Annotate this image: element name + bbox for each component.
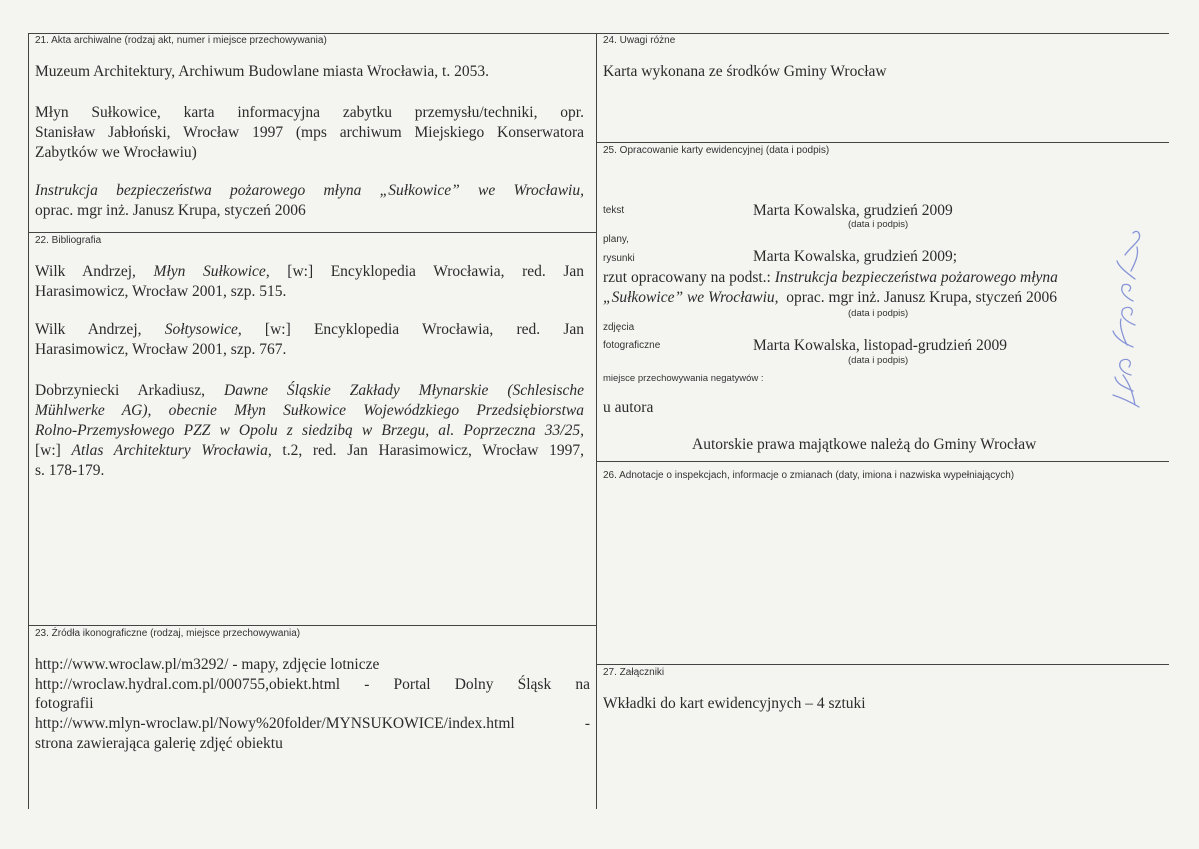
bibliography-entry: Mühlwerke AG), obecnie Młyn Sułkowice Wojewódzkiego Przedsiębiorstwa — [35, 402, 584, 419]
rule-24-25 — [596, 142, 1169, 143]
plany-label: plany, — [603, 234, 629, 245]
section-22-label: 22. Bibliografia — [35, 235, 102, 246]
signature-stroke — [1117, 231, 1140, 279]
fotograficzne-label: fotograficzne — [603, 340, 661, 351]
section-21-line: Muzeum Architektury, Archiwum Budowlane miasta Wrocławia, t. 2053. — [35, 63, 489, 80]
source-line: strona zawierająca galerię zdjęć obiektu — [35, 735, 283, 752]
copyright-note: Autorskie prawa majątkowe należą do Gminy Wrocław — [692, 436, 1037, 453]
bibliography-entry: Rolno-Przemysłowego PZZ w Opolu z siedzibą w Brzegu, al. Poprzeczna 33/25, — [35, 422, 584, 439]
rzut-line: rzut opracowany na podst.: Instrukcja bezpieczeństwa pożarowego młyna — [603, 269, 1058, 286]
zdjecia-label: zdjęcia — [603, 322, 635, 333]
rzut-line: „Sułkowice” we Wrocławiu, oprac. mgr inż. Janusz Krupa, styczeń 2006 — [603, 289, 1058, 306]
source-line: http://wroclaw.hydral.com.pl/000755,obiekt.html - Portal Dolny Śląsk na — [35, 676, 590, 693]
section-25-label: 25. Opracowanie karty ewidencyjnej (data i podpis) — [603, 145, 830, 156]
bibliography-entry: Harasimowicz, Wrocław 2001, szp. 767. — [35, 341, 287, 358]
section-23-label: 23. Źródła ikonograficzne (rodzaj, miejsce przechowywania) — [35, 628, 301, 639]
handwritten-signature — [1105, 225, 1155, 410]
rysunki-value: Marta Kowalska, grudzień 2009; — [753, 248, 958, 265]
section-26-label: 26. Adnotacje o inspekcjach, informacje o zmianach (daty, imiona i nazwiska wypełniających) — [603, 470, 1015, 481]
rule-21-22 — [28, 232, 596, 233]
section-24-text: Karta wykonana ze środków Gminy Wrocław — [603, 63, 887, 80]
tekst-value: Marta Kowalska, grudzień 2009 — [753, 202, 953, 219]
left-border — [28, 33, 29, 809]
rule-26-27 — [596, 664, 1169, 665]
source-line: http://www.mlyn-wroclaw.pl/Nowy%20folder/MYNSUKOWICE/index.html - — [35, 715, 590, 732]
tekst-label: tekst — [603, 205, 625, 216]
negatives-value: u autora — [603, 399, 654, 416]
section-21-line: Instrukcja bezpieczeństwa pożarowego młyna „Sułkowice” we Wrocławiu, — [35, 182, 584, 199]
section-27-text: Wkładki do kart ewidencyjnych – 4 sztuki — [603, 695, 866, 712]
signature-stroke — [1113, 284, 1135, 347]
rule-22-23 — [28, 625, 596, 626]
top-rule — [28, 33, 1169, 34]
rule-25-26 — [596, 461, 1169, 462]
bibliography-entry: s. 178-179. — [35, 462, 105, 479]
section-21-line: Stanisław Jabłoński, Wrocław 1997 (mps archiwum Miejskiego Konserwatora — [35, 124, 584, 141]
bibliography-entry: [w:] Atlas Architektury Wrocławia, t.2, red. Jan Harasimowicz, Wrocław 1997, — [35, 442, 584, 459]
rysunki-label: rysunki — [603, 253, 635, 264]
section-21-line: Młyn Sułkowice, karta informacyjna zabytku przemysłu/techniki, opr. — [35, 104, 584, 121]
section-21-label: 21. Akta archiwalne (rodzaj akt, numer i miejsce przechowywania) — [35, 35, 327, 46]
section-21-line: Zabytków we Wrocławiu) — [35, 144, 197, 161]
date-sign-caption: (data i podpis) — [848, 355, 909, 366]
column-divider — [596, 33, 597, 809]
bibliography-entry: Dobrzyniecki Arkadiusz, Dawne Śląskie Zakłady Młynarskie (Schlesische — [35, 382, 584, 399]
bibliography-entry: Wilk Andrzej, Sołtysowice, [w:] Encyklopedia Wrocławia, red. Jan — [35, 321, 584, 338]
date-sign-caption: (data i podpis) — [848, 308, 909, 319]
signature-stroke — [1113, 359, 1139, 407]
bibliography-entry: Wilk Andrzej, Młyn Sułkowice, [w:] Encyklopedia Wrocławia, red. Jan — [35, 263, 585, 280]
bibliography-entry: Harasimowicz, Wrocław 2001, szp. 515. — [35, 283, 287, 300]
section-24-label: 24. Uwagi różne — [603, 35, 676, 46]
source-line: http://www.wroclaw.pl/m3292/ - mapy, zdjęcie lotnicze — [35, 656, 380, 673]
section-21-line: oprac. mgr inż. Janusz Krupa, styczeń 2006 — [35, 202, 306, 219]
source-line: fotografii — [35, 695, 94, 712]
negatives-label: miejsce przechowywania negatywów : — [603, 373, 764, 384]
date-sign-caption: (data i podpis) — [848, 219, 909, 230]
zdjecia-value: Marta Kowalska, listopad-grudzień 2009 — [753, 337, 1007, 354]
section-27-label: 27. Załączniki — [603, 667, 665, 678]
